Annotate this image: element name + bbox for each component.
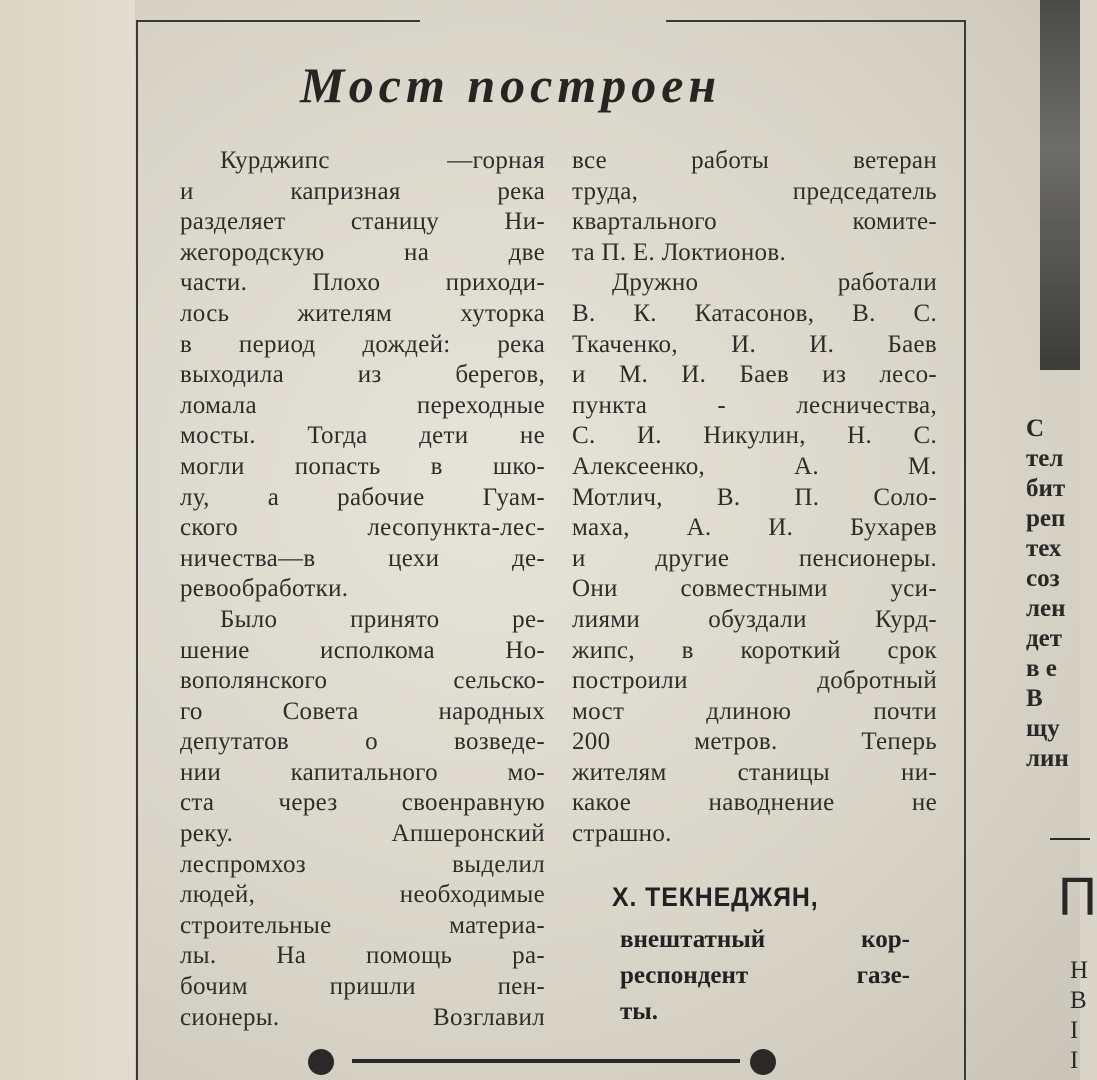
article-line: та П. Е. Локтионов. (572, 238, 786, 266)
author-role-line: ты. (620, 998, 659, 1025)
article-line: лось жителям хуторка (180, 299, 545, 327)
article-line: мост длиною почти (572, 697, 937, 725)
article-line: шение исполкома Но- (180, 636, 545, 664)
article-line: сионеры. Возглавил (180, 1003, 545, 1031)
article-line: маха, А. И. Бухарев (572, 514, 937, 542)
adjacent-rule (1050, 838, 1090, 840)
article-line: депутатов о возведе- (180, 728, 545, 756)
adjacent-tail-fragment: Н В I I (1070, 957, 1089, 1074)
article-line: какое наводнение не (572, 789, 937, 817)
article-line: разделяет станицу Ни- (180, 208, 545, 236)
article-line: Ткаченко, И. И. Баев (572, 330, 937, 358)
author-role-line: респондент газе- (620, 962, 910, 989)
article-line: С. И. Никулин, Н. С. (572, 422, 937, 450)
article-line: нии капитального мо- (180, 758, 545, 786)
article-line: жипс, в короткий срок (572, 636, 937, 664)
article-column-2 (572, 146, 937, 850)
article-line: ломала переходные (180, 391, 545, 419)
article-line: в период дождей: река (180, 330, 545, 358)
frame-left-rule (136, 20, 138, 1080)
article-line: построили добротный (572, 667, 937, 695)
divider-dot-right (750, 1049, 776, 1075)
author-role (620, 922, 910, 1030)
article-line: квартального комите- (572, 208, 937, 236)
article-line: Курджипс —горная (220, 147, 545, 174)
article-line: ничества—в цехи де- (180, 544, 545, 572)
article-line: и М. И. Баев из лесо- (572, 361, 937, 389)
adjacent-photo (1040, 0, 1080, 370)
article-line: пункта - лесничества, (572, 391, 937, 419)
article-line: леспромхоз выделил (180, 850, 545, 878)
page-margin (0, 0, 135, 1080)
adjacent-text-fragment: С тел бит реп тех соз лен дет в е В щу лин (1026, 415, 1069, 772)
article-line: могли попасть в шко- (180, 452, 545, 480)
divider-dot-left (308, 1049, 334, 1075)
article-line: Они совместными уси- (572, 575, 937, 603)
article-headline: Мост построен (300, 57, 722, 113)
article-line: Дружно работали (612, 269, 937, 297)
article-line: ревообработки. (180, 575, 349, 603)
author-role-line: внештатный кор- (620, 926, 910, 953)
article-line: В. К. Катасонов, В. С. (572, 299, 937, 327)
article-line: бочим пришли пен- (180, 973, 545, 1001)
article-line: го Совета народных (180, 697, 545, 725)
article-line: ста через своенравную (180, 789, 545, 817)
article-column-1 (180, 146, 545, 1033)
author-name: Х. ТЕКНЕДЖЯН, (612, 882, 819, 912)
article-line: все работы ветеран (572, 147, 937, 174)
adjacent-headline-fragment: П (1058, 867, 1097, 927)
article-line: реку. Апшеронский (180, 820, 545, 848)
article-line: вополянского сельско- (180, 667, 545, 695)
article-line: строительные материа- (180, 911, 545, 939)
article-line: страшно. (572, 820, 672, 848)
article-line: лиями обуздали Курд- (572, 605, 937, 633)
bottom-divider-rule (352, 1059, 740, 1063)
article-line: лы. На помощь ра- (180, 942, 545, 970)
article-line: жегородскую на две (180, 238, 545, 266)
article-line: жителям станицы ни- (572, 758, 937, 786)
article-line: Мотлич, В. П. Соло- (572, 483, 937, 511)
article-line: людей, необходимые (180, 881, 545, 909)
article-line: и другие пенсионеры. (572, 544, 937, 572)
article-line: лу, а рабочие Гуам- (180, 483, 545, 511)
frame-top-rule-left (138, 20, 420, 22)
adjacent-article-fragment (966, 0, 1097, 1080)
frame-top-rule-right (666, 20, 966, 22)
article-line: выходила из берегов, (180, 361, 545, 389)
article-line: Алексеенко, А. М. (572, 452, 937, 480)
article-line: труда, председатель (572, 177, 937, 205)
article-line: ского лесопункта-лес- (180, 514, 545, 542)
article-line: 200 метров. Теперь (572, 728, 937, 756)
article-line: Было принято ре- (220, 605, 545, 633)
article-line: части. Плохо приходи- (180, 269, 545, 297)
article-line: и капризная река (180, 177, 545, 205)
article-line: мосты. Тогда дети не (180, 422, 545, 450)
